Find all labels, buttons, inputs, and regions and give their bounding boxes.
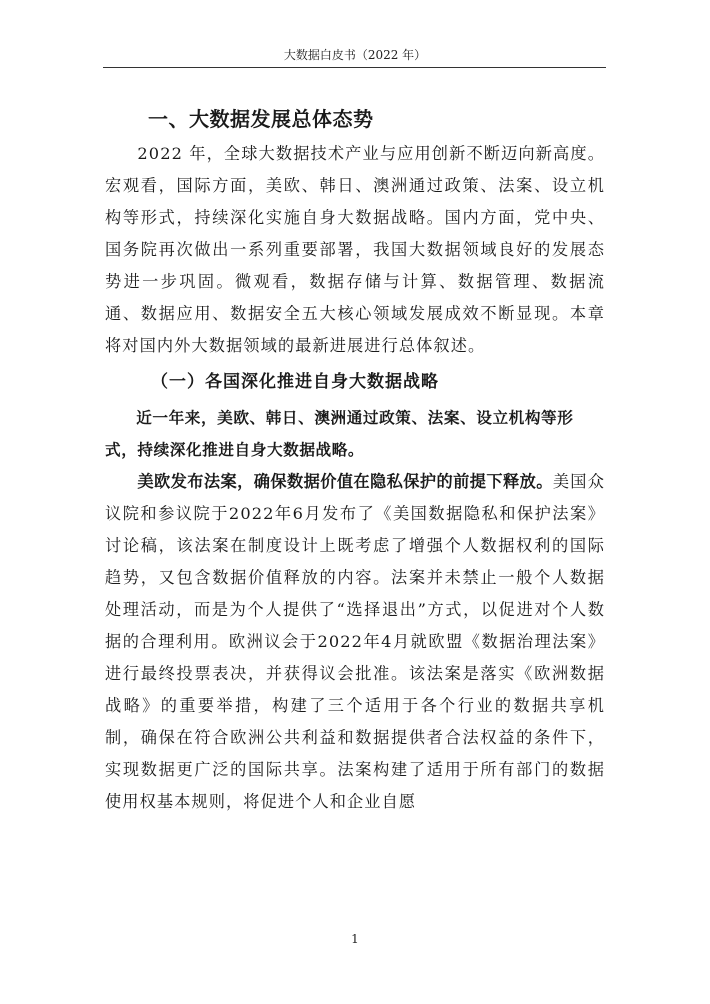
paragraph-bold-lead: 美欧发布法案，确保数据价值在隐私保护的前提下释放。 bbox=[137, 472, 553, 491]
subsection-title: （一）各国深化推进自身大数据战略 bbox=[151, 372, 439, 392]
us-eu-paragraph bbox=[105, 466, 605, 818]
page-body bbox=[105, 100, 605, 818]
section-intro-paragraph: 2022 年，全球大数据技术产业与应用创新不断迈向新高度。宏观看，国际方面，美欧、韩日、澳洲通过政策、法案、设立机构等形式，持续深化实施自身大数据战略。国内方面，党中央、国务院再次做出一系列重要部署，我国大数据领域良好的发展态势进一步巩固。微观看，数据存储与计算、数据管理、数据流通、数据应用、数据安全五大核心领域发展成效不断显现。本章将对国内外大数据领域的最新进展进行总体叙述。 bbox=[105, 144, 605, 355]
running-header: 大数据白皮书（2022 年） bbox=[283, 48, 427, 62]
header-rule bbox=[103, 67, 606, 68]
page-number: 1 bbox=[351, 932, 359, 946]
paragraph-text: 美国众议院和参议院于2022年6月发布了《美国数据隐私和保护法案》讨论稿，该法案在制度设计上既考虑了增强个人数据权利的国际趋势，又包含数据价值释放的内容。法案并未禁止一般个人数据处理活动，而是为个人提供了“选择退出”方式，以促进对个人数据的合理利用。欧洲议会于2022年4月就欧盟《数据治理法案》进行最终投票表决，并获得议会批准。该法案是落实《欧洲数据战略》的重要举措，构建了三个适用于各个行业的数据共享机制，确保在符合欧洲公共利益和数据提供者合法权益的条件下，实现数据更广泛的国际共享。法案构建了适用于所有部门的数据使用权基本规则，将促进个人和企业自愿 bbox=[105, 472, 606, 811]
section-title: 一、大数据发展总体态势 bbox=[148, 107, 374, 131]
subsection-lead-paragraph: 近一年来，美欧、韩日、澳洲通过政策、法案、设立机构等形式，持续深化推进自身大数据战略。 bbox=[105, 409, 574, 459]
